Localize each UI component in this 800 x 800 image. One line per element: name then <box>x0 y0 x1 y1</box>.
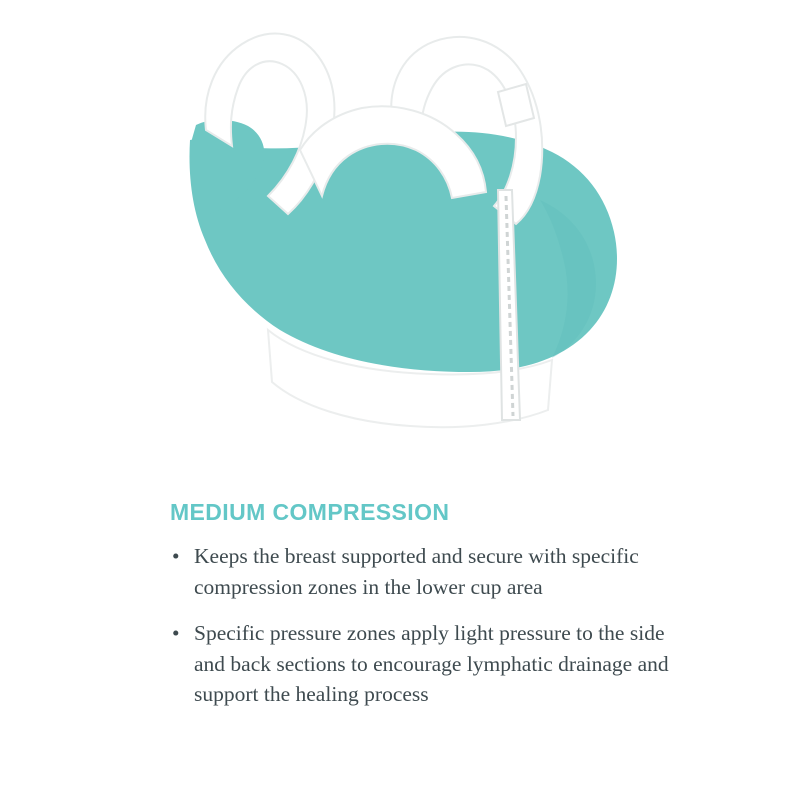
description-block <box>170 500 690 710</box>
bullet-icon: • <box>172 544 180 569</box>
bra-body-teal <box>190 120 617 372</box>
list-item-text: Keeps the breast supported and secure with specific compression zones in the lower cup area <box>194 544 639 599</box>
list-item <box>170 541 690 602</box>
bullet-icon: • <box>172 621 180 646</box>
feature-list <box>170 541 690 710</box>
page-title: MEDIUM COMPRESSION <box>170 499 450 525</box>
list-item <box>170 618 690 710</box>
list-item-text: Specific pressure zones apply light pressure to the side and back sections to encourage lymphatic drainage and support the healing process <box>194 621 669 707</box>
